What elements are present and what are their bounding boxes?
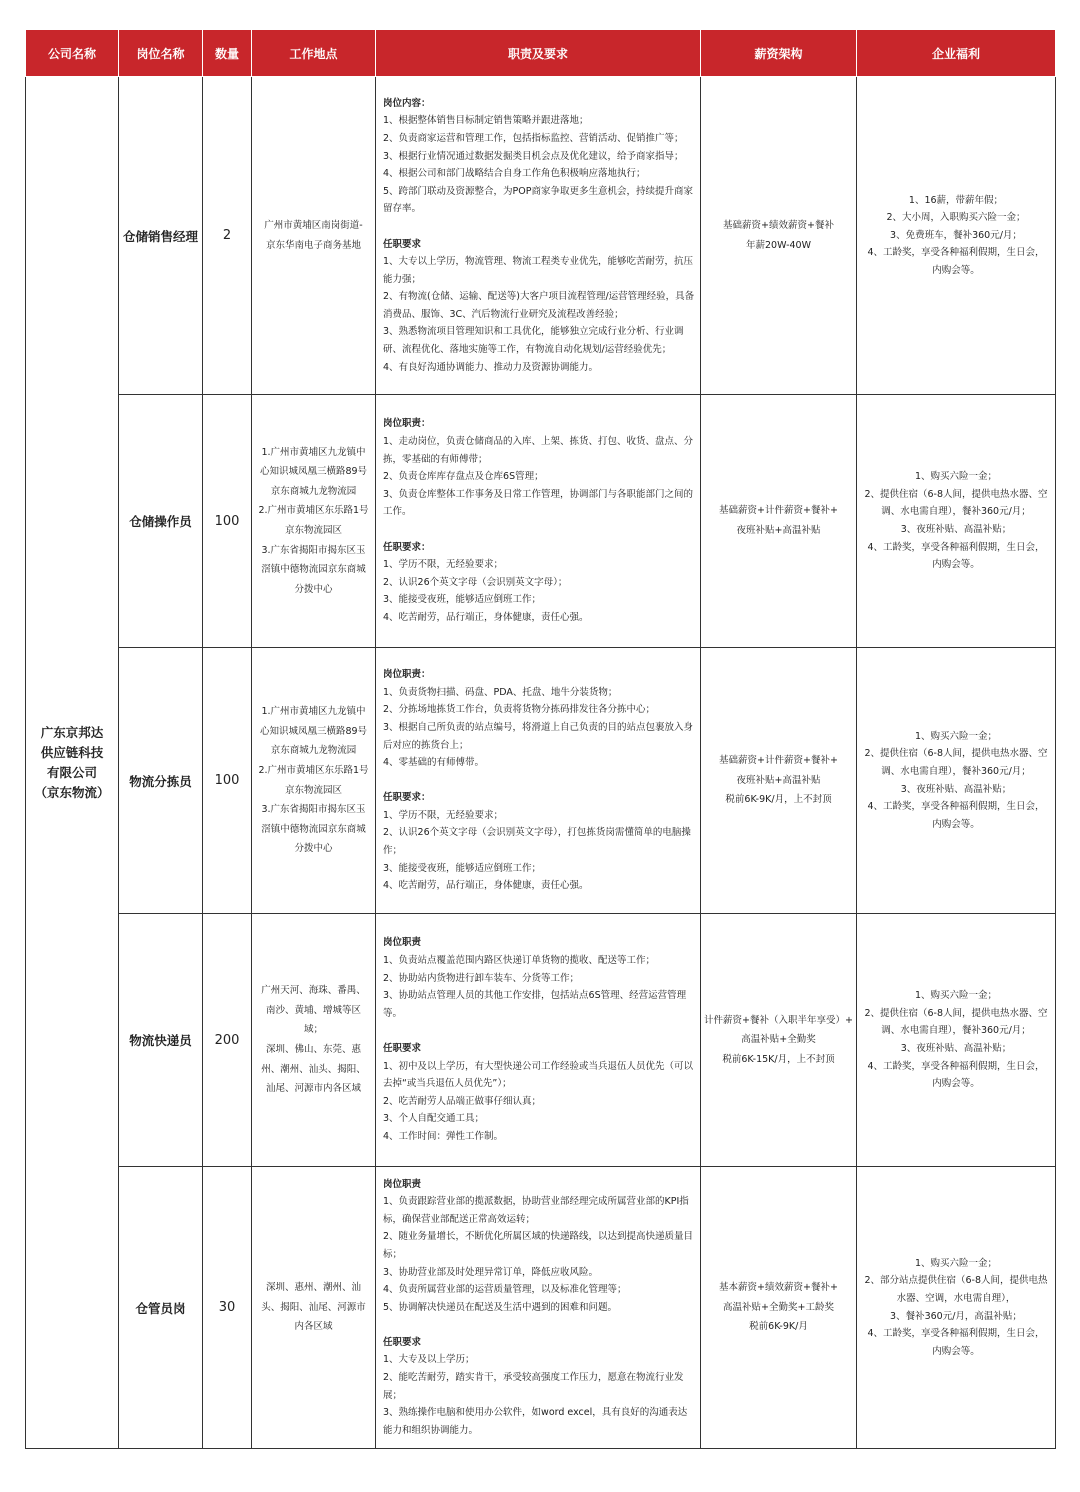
requirement-item: 3、个人自配交通工具； [383, 1113, 485, 1125]
recruitment-table [25, 29, 1056, 1449]
company-name-line: 广东京邦达 [40, 724, 104, 740]
company-name-line: 供应链科技 [40, 744, 104, 760]
requirement-item: 1、大专及以上学历； [383, 1354, 475, 1366]
benefit-item: 4、工龄奖，享受各种福利假期，生日会，内购会等。 [867, 541, 1045, 571]
salary-line: 年薪20W-40W [745, 239, 811, 251]
requirement-item: 3、能接受夜班，能够适应倒班工作； [383, 594, 542, 606]
location-line: 广州市黄埔区南岗街道- [264, 219, 363, 231]
requirement-item: 4、吃苦耐劳，品行端正，身体健康，责任心强。 [383, 880, 589, 892]
duty-item: 2、协助站内货物进行卸车装车、分货等工作； [383, 972, 580, 984]
duty-item: 1、负责货物扫描、码盘、PDA、托盘、地牛分装货物； [383, 686, 618, 698]
benefit-item: 2、提供住宿（6-8人间，提供电热水器、空调、水电需自理），餐补360元/月； [864, 748, 1048, 777]
salary-cell [701, 395, 857, 648]
requirements-title: 任职要求： [383, 792, 431, 804]
requirement-item: 4、吃苦耐劳，品行端正，身体健康，责任心强。 [383, 611, 589, 623]
salary-line: 税前6K-9K/月 [749, 1321, 808, 1333]
salary-line: 夜班补贴+高温补贴 [736, 774, 821, 786]
salary-cell [701, 1167, 857, 1449]
salary-line: 夜班补贴+高温补贴 [736, 525, 821, 536]
requirement-item: 2、吃苦耐劳人品端正做事仔细认真； [383, 1095, 542, 1107]
duty-item: 1、负责站点覆盖范围内路区快递订单货物的揽收、配送等工作； [383, 955, 656, 967]
salary-line: 税前6K-9K/月，上不封顶 [725, 794, 832, 806]
benefit-item: 2、大小周，入职购买六险一金； [886, 212, 1026, 224]
benefit-item: 4、工龄奖，享受各种福利假期，生日会，内购会等。 [867, 247, 1045, 276]
location-line: 1.广州市黄埔区九龙镇中心知识城凤凰三横路89号京东商城九龙物流园 [259, 446, 368, 497]
benefits-cell [857, 395, 1056, 648]
location-line: 2.广州市黄埔区东乐路1号京东物流园区 [258, 764, 369, 796]
salary-line: 基础薪资+计件薪资+餐补+ [719, 505, 838, 517]
duty-item: 5、跨部门联动及资源整合，为POP商家争取更多生意机会，持续提升商家留存率。 [383, 185, 693, 215]
duty-item: 4、根据公司和部门战略结合自身工作角色积极响应落地执行； [383, 168, 646, 180]
requirement-item: 3、熟练操作电脑和使用办公软件，如word excel，具有良好的沟通表达能力和组织协调能力。 [383, 1407, 688, 1436]
spacer [383, 1316, 696, 1334]
count-cell: 30 [203, 1167, 252, 1449]
table-row [26, 395, 1056, 648]
location-cell [252, 1167, 376, 1449]
location-line: 1.广州市黄埔区九龙镇中心知识城凤凰三横路89号京东商城九龙物流园 [259, 706, 368, 757]
header-location: 工作地点 [252, 30, 376, 77]
salary-cell [701, 77, 857, 395]
salary-line: 基础薪资+计件薪资+餐补+ [719, 755, 838, 767]
position-cell: 物流快递员 [119, 914, 203, 1167]
duty-item: 2、分拣场地拣货工作台，负责将货物分拣码排发往各分拣中心； [383, 704, 656, 716]
requirement-item: 2、认识26个英文字母（会识别英文字母），打包拣货岗需懂简单的电脑操作； [383, 827, 691, 857]
salary-line: 基础薪资+绩效薪资+餐补 [723, 219, 834, 231]
benefit-item: 3、夜班补贴、高温补贴； [900, 1043, 1012, 1054]
recruitment-table-wrapper [25, 29, 1055, 1449]
duty-item: 2、负责仓库库存盘点及仓库6S管理； [383, 471, 544, 483]
benefit-item: 1、购买六险一金； [914, 471, 998, 483]
salary-line: 基本薪资+绩效薪资+餐补+ [719, 1282, 838, 1294]
company-name-line: （京东物流） [34, 784, 110, 800]
location-line: 3.广东省揭阳市揭东区玉滘镇中德物流园京东商城分拨中心 [261, 544, 366, 595]
table-row [26, 648, 1056, 914]
requirement-item: 1、学历不限，无经验要求； [383, 809, 504, 821]
salary-line: 计件薪资+餐补（入职半年享受）+ [704, 1014, 853, 1026]
header-row [26, 30, 1056, 77]
benefits-cell [857, 77, 1056, 395]
benefit-item: 2、部分站点提供住宿（6-8人间，提供电热水器、空调，水电需自理）， [864, 1275, 1048, 1304]
benefit-item: 1、购买六险一金； [914, 1257, 998, 1269]
location-cell [252, 648, 376, 914]
location-line: 深圳、惠州、潮州、汕头、揭阳、汕尾、河源市内各区域 [261, 1282, 366, 1333]
location-line: 2.广州市黄埔区东乐路1号京东物流园区 [258, 505, 369, 536]
duties-cell [376, 395, 701, 648]
requirement-item: 3、能接受夜班，能够适应倒班工作； [383, 862, 542, 874]
benefit-item: 4、工龄奖，享受各种福利假期，生日会，内购会等。 [867, 801, 1045, 830]
header-count: 数量 [203, 30, 252, 77]
position-cell: 仓储操作员 [119, 395, 203, 648]
duty-item: 3、协助站点管理人员的其他工作安排，包括站点6S管理、经营运营管理等。 [383, 990, 687, 1019]
benefit-item: 2、提供住宿（6-8人间，提供电热水器、空调、水电需自理），餐补360元/月； [864, 488, 1048, 518]
duty-item: 2、随业务量增长，不断优化所属区域的快递路线，以达到提高快递质量目标； [383, 1231, 694, 1260]
duty-item: 3、协助营业部及时处理异常订单，降低应收风险。 [383, 1266, 599, 1278]
requirements-title: 任职要求 [383, 1043, 422, 1054]
requirements-title: 任职要求： [383, 541, 431, 553]
duties-cell [376, 77, 701, 395]
duty-item: 3、负责仓库整体工作事务及日常工作管理，协调部门与各职能部门之间的工作。 [383, 488, 694, 518]
count-cell: 100 [203, 395, 252, 648]
duty-item: 1、负责跟踪营业部的揽派数据，协助营业部经理完成所属营业部的KPI指标，确保营业部配送正常高效运转； [383, 1196, 689, 1225]
count-cell: 2 [203, 77, 252, 395]
duties-cell [376, 648, 701, 914]
spacer [383, 772, 696, 790]
salary-cell [701, 914, 857, 1167]
location-cell [252, 77, 376, 395]
count-cell: 100 [203, 648, 252, 914]
location-line: 广州天河、海珠、番禺、南沙、黄埔、增城等区域； [261, 985, 366, 1036]
requirement-item: 4、有良好沟通协调能力、推动力及资源协调能力。 [383, 361, 599, 373]
duties-title: 岗位职责： [383, 669, 431, 681]
duty-item: 4、负责所属营业部的运营质量管理，以及标准化管理等； [383, 1284, 627, 1296]
requirements-title: 任职要求 [383, 1336, 422, 1348]
requirement-item: 1、初中及以上学历，有大型快递公司工作经验或当兵退伍人员优先（可以去掉“或当兵退伍人员优先”）； [383, 1060, 694, 1090]
position-cell: 物流分拣员 [119, 648, 203, 914]
header-benefits: 企业福利 [857, 30, 1056, 77]
benefit-item: 3、免费班车，餐补360元/月； [890, 229, 1022, 241]
location-line: 3.广东省揭阳市揭东区玉滘镇中德物流园京东商城分拨中心 [261, 804, 366, 855]
salary-line: 高温补贴+全勤奖+工龄奖 [723, 1301, 834, 1313]
salary-line: 税前6K-15K/月，上不封顶 [722, 1053, 835, 1065]
benefit-item: 1、16薪，带薪年假； [908, 194, 1004, 206]
duties-title: 岗位职责： [383, 418, 431, 430]
requirement-item: 4、工作时间：弹性工作制。 [383, 1130, 504, 1142]
count-cell: 200 [203, 914, 252, 1167]
company-name-line: 有限公司 [46, 764, 97, 780]
location-line: 深圳、佛山、东莞、惠州、潮州、汕头、揭阳、汕尾、河源市内各区域 [261, 1044, 366, 1095]
duty-item: 5、协调解决快递员在配送及生活中遇到的困难和问题。 [383, 1301, 618, 1313]
duties-title: 岗位内容： [383, 97, 431, 109]
header-position: 岗位名称 [119, 30, 203, 77]
duty-item: 4、零基础的有师傅带。 [383, 757, 485, 769]
salary-line: 高温补贴+全勤奖 [741, 1034, 816, 1046]
location-cell [252, 395, 376, 648]
benefit-item: 1、购买六险一金； [914, 730, 998, 742]
table-row [26, 1167, 1056, 1449]
header-salary: 薪资架构 [701, 30, 857, 77]
requirement-item: 2、认识26个英文字母（会识别英文字母）； [383, 576, 568, 588]
requirement-item: 1、大专以上学历，物流管理、物流工程类专业优先，能够吃苦耐劳，抗压能力强； [383, 256, 694, 285]
requirements-title: 任职要求 [383, 238, 422, 250]
duty-item: 1、根据整体销售目标制定销售策略并跟进落地； [383, 115, 589, 127]
position-cell: 仓管员岗 [119, 1167, 203, 1449]
benefit-item: 4、工龄奖，享受各种福利假期，生日会，内购会等。 [867, 1060, 1045, 1090]
requirement-item: 1、学历不限，无经验要求； [383, 559, 504, 571]
benefit-item: 1、购买六险一金； [914, 990, 998, 1002]
duty-item: 3、根据行业情况通过数据发掘类目机会点及优化建议，给予商家指导； [383, 150, 684, 162]
company-name-cell [26, 77, 119, 1449]
spacer [383, 1022, 696, 1040]
spacer [383, 218, 696, 236]
benefits-cell [857, 1167, 1056, 1449]
benefit-item: 4、工龄奖，享受各种福利假期，生日会，内购会等。 [867, 1328, 1045, 1357]
benefit-item: 3、夜班补贴、高温补贴； [900, 783, 1012, 795]
requirement-item: 3、熟悉物流项目管理知识和工具优化，能够独立完成行业分析、行业调研、流程优化、落地实施等工作，有物流自动化规划/运营经验优先； [383, 326, 684, 356]
benefit-item: 3、餐补360元/月，高温补贴； [890, 1310, 1022, 1322]
header-company: 公司名称 [26, 30, 119, 77]
requirement-item: 2、能吃苦耐劳，踏实肯干，承受较高强度工作压力，愿意在物流行业发展； [383, 1372, 684, 1401]
duties-title: 岗位职责 [383, 937, 422, 949]
salary-cell [701, 648, 857, 914]
header-duties: 职责及要求 [376, 30, 701, 77]
location-line: 京东华南电子商务基地 [265, 239, 361, 251]
table-row [26, 77, 1056, 395]
table-row [26, 914, 1056, 1167]
benefits-cell [857, 648, 1056, 914]
duty-item: 3、根据自己所负责的站点编号，将滑道上自己负责的目的站点包裹放入身后对应的拣货台上； [383, 721, 694, 751]
location-cell [252, 914, 376, 1167]
duty-item: 2、负责商家运营和管理工作，包括指标监控、营销活动、促销推广等； [383, 132, 684, 144]
benefit-item: 3、夜班补贴、高温补贴； [900, 524, 1012, 535]
benefit-item: 2、提供住宿（6-8人间，提供电热水器、空调、水电需自理），餐补360元/月； [864, 1007, 1048, 1037]
position-cell: 仓储销售经理 [119, 77, 203, 395]
duties-title: 岗位职责 [383, 1178, 422, 1190]
duties-cell [376, 914, 701, 1167]
requirement-item: 2、有物流(仓储、运输、配送等)大客户项目流程管理/运营管理经验，具备消费品、服饰、3C、汽后物流行业研究及流程改善经验； [383, 291, 695, 320]
duties-cell [376, 1167, 701, 1449]
duty-item: 1、走动岗位，负责仓储商品的入库、上架、拣货、打包、收货、盘点、分拣，零基础的有师傅带； [383, 436, 694, 465]
benefits-cell [857, 914, 1056, 1167]
spacer [383, 521, 696, 539]
